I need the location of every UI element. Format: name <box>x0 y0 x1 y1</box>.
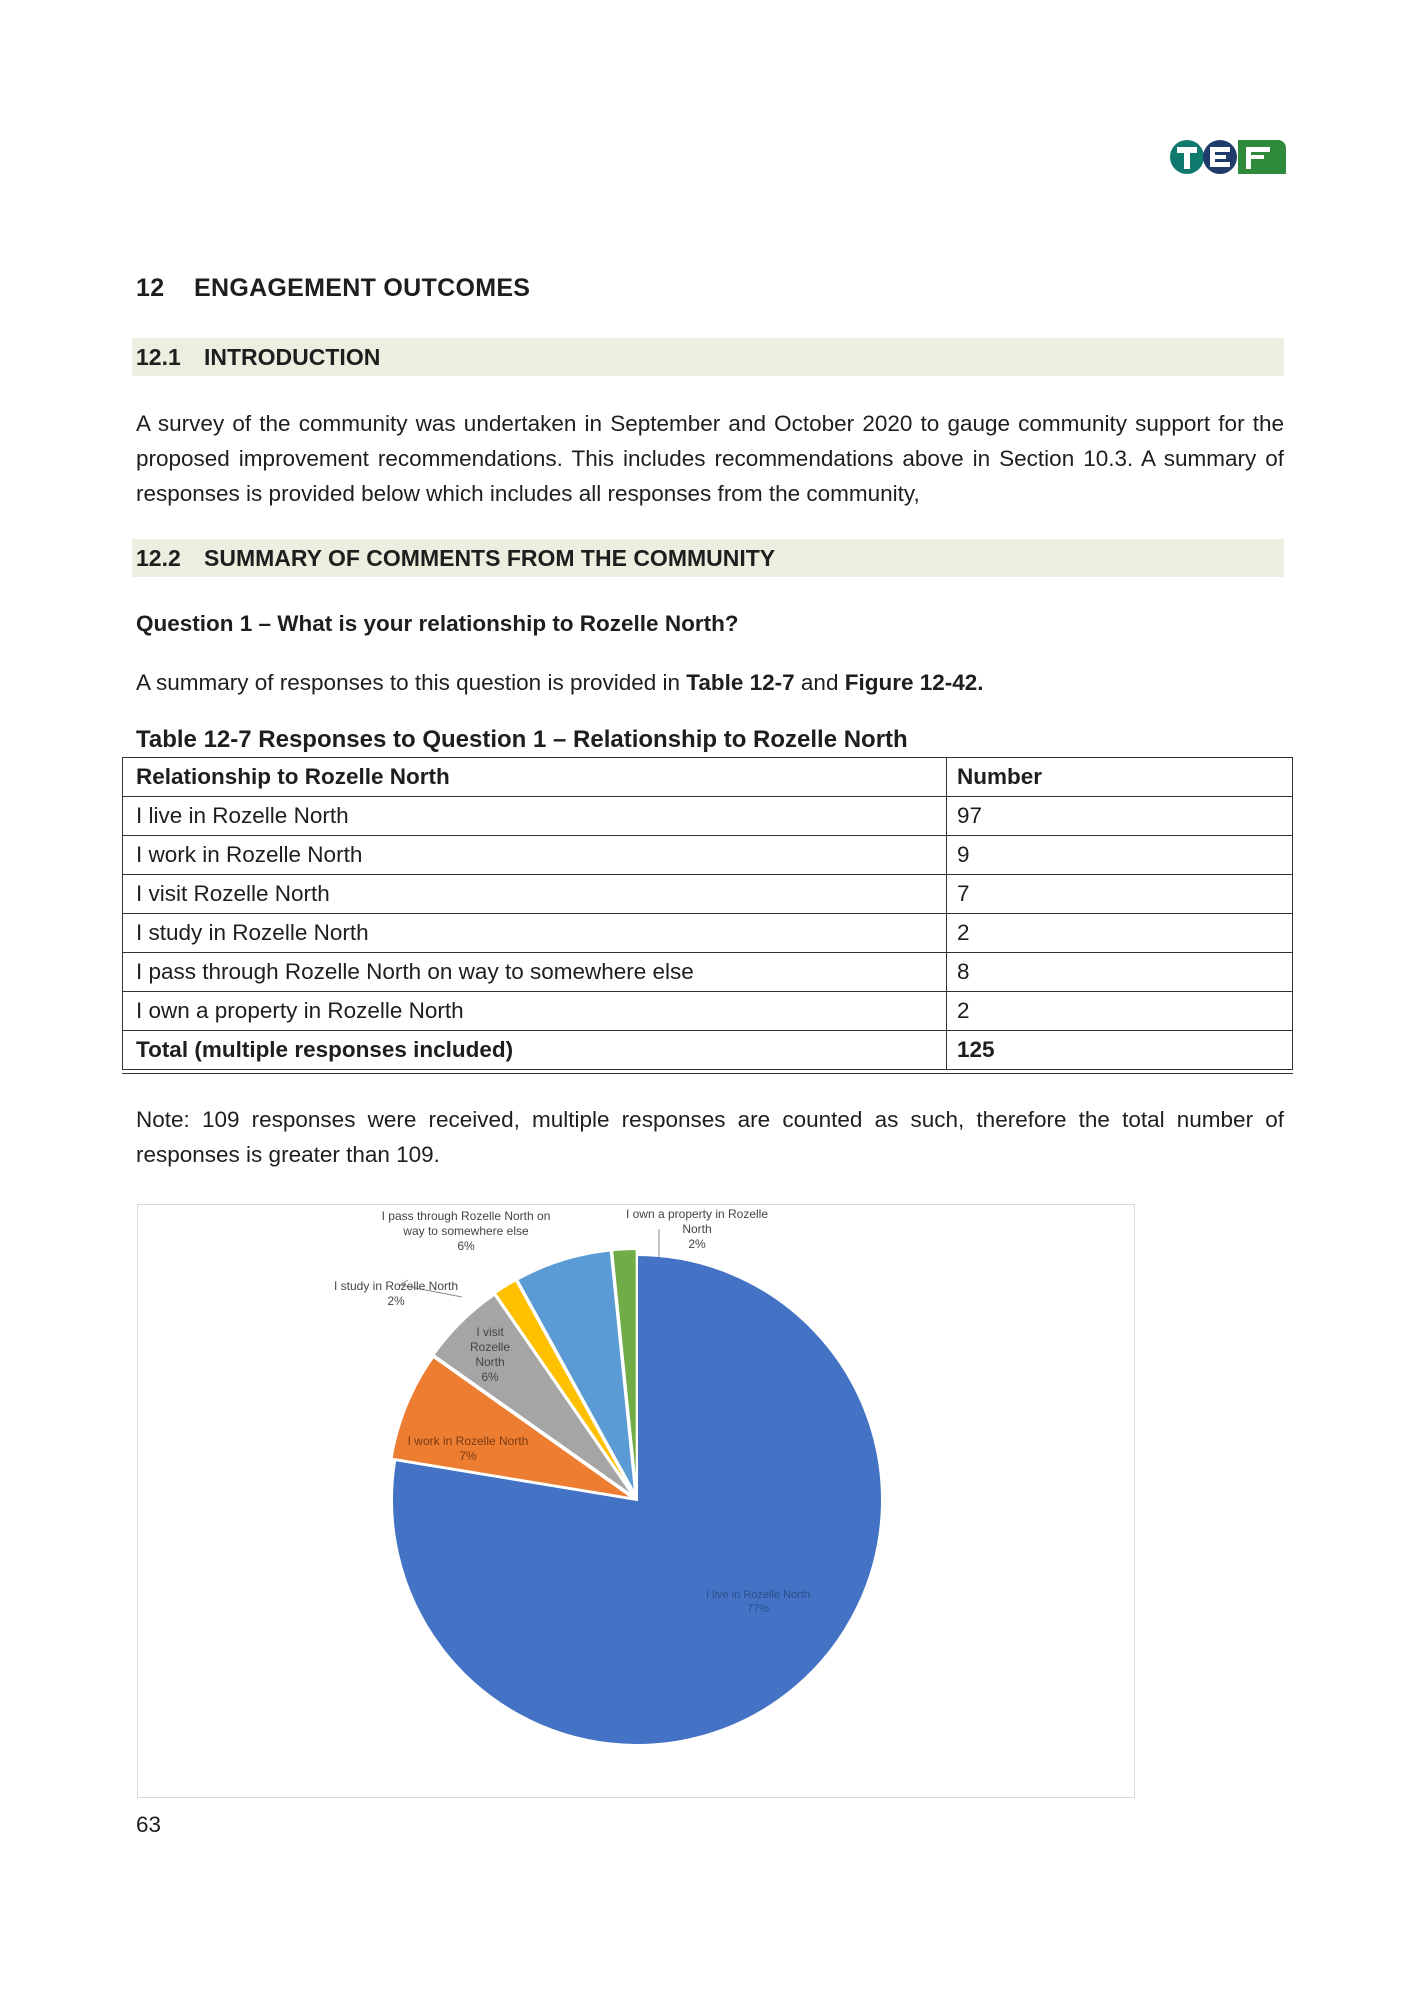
row-label: I study in Rozelle North <box>123 914 947 953</box>
summary-and: and <box>794 670 845 695</box>
table-row <box>123 797 1293 836</box>
table-row <box>123 953 1293 992</box>
row-number: 9 <box>947 836 1293 875</box>
label-line: 2% <box>387 1294 405 1308</box>
section-number: 12 <box>136 274 165 302</box>
label-line: way to somewhere else <box>403 1224 529 1238</box>
slice-data-label <box>382 1209 551 1253</box>
row-label: I work in Rozelle North <box>123 836 947 875</box>
subsection-title: SUMMARY OF COMMENTS FROM THE COMMUNITY <box>204 545 776 571</box>
responses-table <box>122 757 1293 1070</box>
summary-prefix: A summary of responses to this question is provided in <box>136 670 687 695</box>
label-line: 7% <box>459 1449 477 1463</box>
label-line: North <box>475 1355 505 1369</box>
label-line: I study in Rozelle North <box>333 1279 459 1293</box>
page-number: 63 <box>136 1812 162 1837</box>
label-line: 6% <box>457 1239 475 1253</box>
header-number: Number <box>947 758 1293 797</box>
total-number: 125 <box>947 1031 1293 1070</box>
label-line: I visit <box>476 1325 504 1339</box>
table-caption: Table 12-7 Responses to Question 1 – Relationship to Rozelle North <box>136 726 908 753</box>
slice-data-label <box>334 1279 458 1308</box>
row-number: 2 <box>947 914 1293 953</box>
label-line: I own a property in Rozelle <box>625 1207 769 1221</box>
label-line: Rozelle <box>469 1340 511 1354</box>
row-number: 8 <box>947 953 1293 992</box>
subsection-summary-bar <box>132 539 1284 577</box>
row-number: 7 <box>947 875 1293 914</box>
subsection-number: 12.1 <box>136 344 181 370</box>
row-number: 97 <box>947 797 1293 836</box>
row-label: I live in Rozelle North <box>123 797 947 836</box>
subsection-title: INTRODUCTION <box>204 344 381 370</box>
label-line: North <box>682 1222 712 1236</box>
label-line: I work in Rozelle North <box>407 1434 529 1448</box>
label-line: 6% <box>481 1370 499 1384</box>
slice-data-label <box>626 1207 768 1251</box>
table-header-row <box>123 758 1293 797</box>
table-double-rule <box>122 1073 1293 1074</box>
summary-sentence <box>136 670 984 696</box>
row-number: 2 <box>947 992 1293 1031</box>
table-row <box>123 836 1293 875</box>
table-reference: Table 12-7 <box>686 670 795 695</box>
company-logo <box>1168 138 1286 176</box>
table-total-row <box>123 1031 1293 1070</box>
table-row <box>123 875 1293 914</box>
row-label: I pass through Rozelle North on way to somewhere else <box>123 953 947 992</box>
header-relationship: Relationship to Rozelle North <box>123 758 947 797</box>
note-paragraph: Note: 109 responses were received, multiple responses are counted as such, therefore the total number of responses is greater than 109. <box>136 1107 1284 1167</box>
subsection-number: 12.2 <box>136 545 181 571</box>
section-title: ENGAGEMENT OUTCOMES <box>194 274 531 302</box>
label-line: I pass through Rozelle North on <box>381 1209 551 1223</box>
table-row <box>123 992 1293 1031</box>
section-heading <box>136 274 530 303</box>
label-line: I live in Rozelle North <box>706 1589 810 1601</box>
relationship-pie-chart <box>137 1204 1135 1798</box>
figure-reference: Figure 12-42. <box>844 670 984 695</box>
question-1-heading: Question 1 – What is your relationship to Rozelle North? <box>136 611 739 636</box>
subsection-introduction-bar <box>132 338 1284 376</box>
intro-paragraph: A survey of the community was undertaken in September and October 2020 to gauge community support for the proposed improvement recommendations. This includes recommendations above in Section 10.3. A summary of responses is provided below which includes all responses from the community, <box>136 411 1284 506</box>
label-line: 2% <box>688 1237 706 1251</box>
row-label: I visit Rozelle North <box>123 875 947 914</box>
total-label: Total (multiple responses included) <box>123 1031 947 1070</box>
label-line: 77% <box>746 1603 770 1615</box>
table-row <box>123 914 1293 953</box>
row-label: I own a property in Rozelle North <box>123 992 947 1031</box>
